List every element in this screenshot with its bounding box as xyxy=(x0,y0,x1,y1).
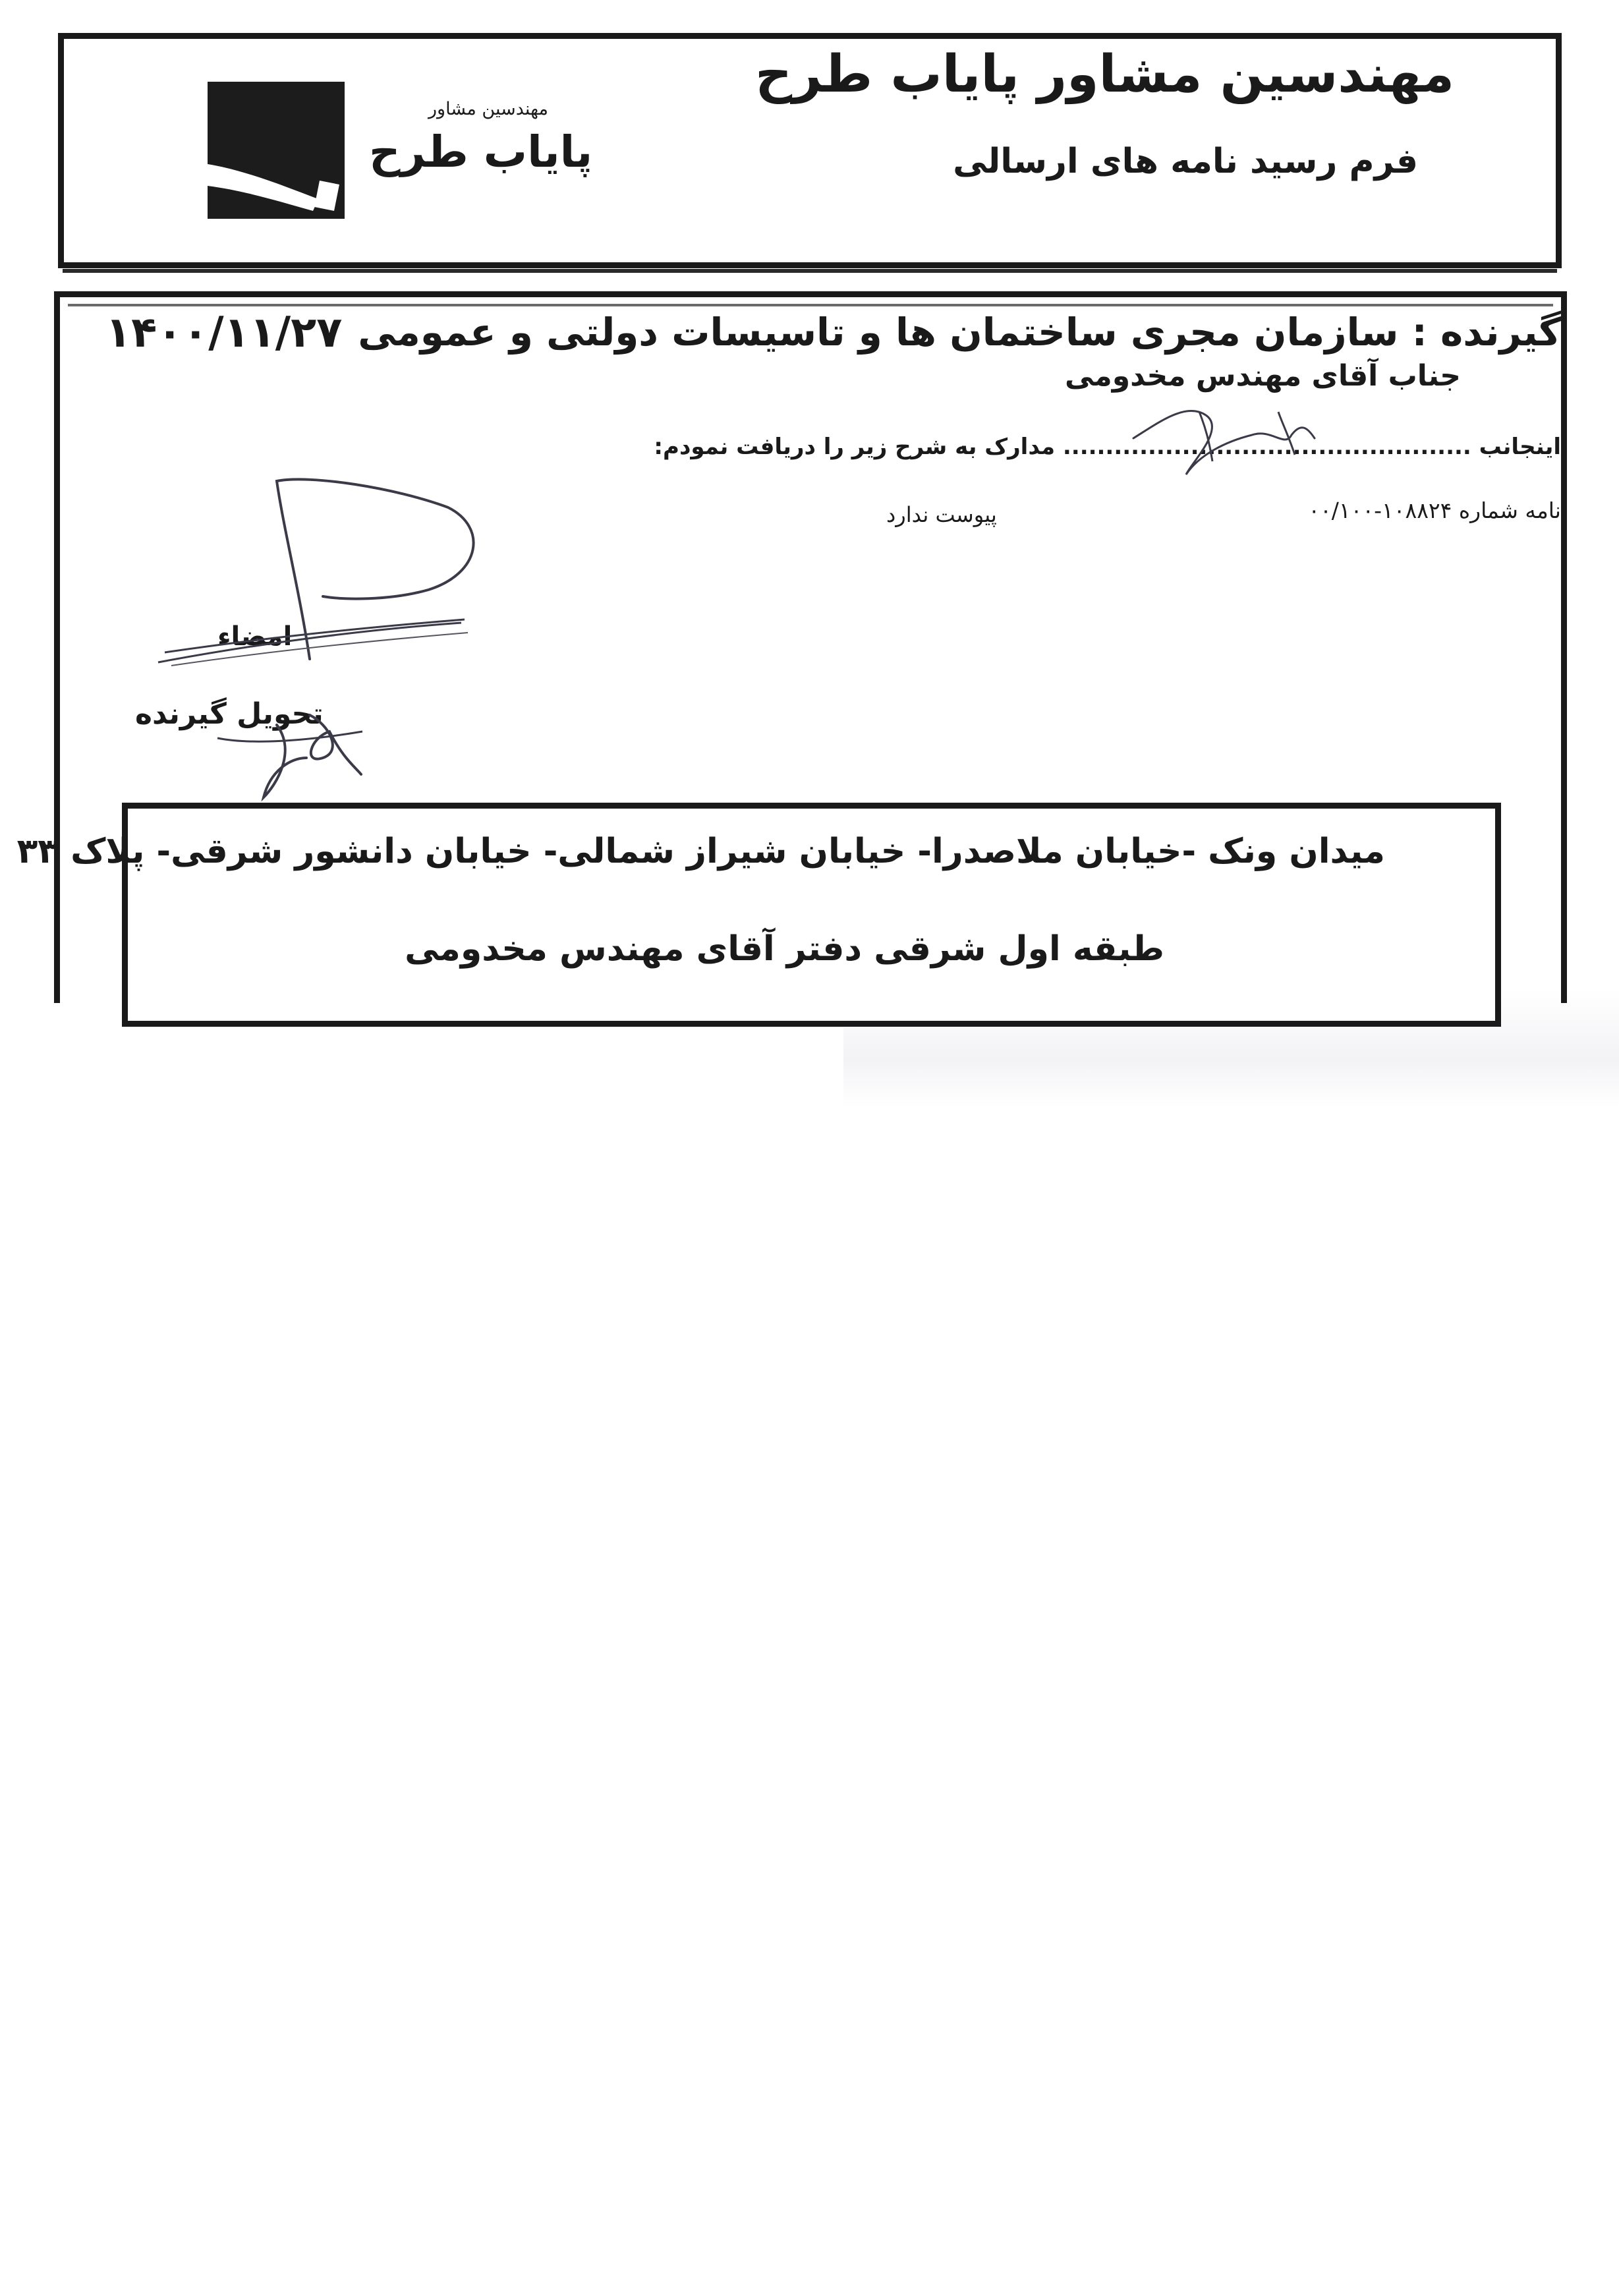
recipient-line: گیرنده : سازمان مجری ساختمان ها و تاسیسات دولتی و عمومی xyxy=(358,310,1561,355)
address-line-1: میدان ونک -خیابان ملاصدرا- خیابان شیراز شمالی- خیابان دانشور شرقی- پلاک ۳۳ xyxy=(16,832,1385,871)
receiver-label: تحویل گیرنده xyxy=(135,697,324,731)
signature-main xyxy=(277,479,474,659)
logo-brand-text: پایاب طرح xyxy=(369,127,593,177)
signature-receiver xyxy=(310,715,361,774)
form-title: فرم رسید نامه های ارسالی xyxy=(953,142,1418,181)
addressee-line: جناب آقای مهندس مخدومی xyxy=(1065,359,1461,393)
company-title: مهندسین مشاور پایاب طرح xyxy=(755,45,1454,104)
attachment-note: پیوست ندارد xyxy=(886,502,997,527)
receipt-date: ۱۴۰۰/۱۱/۲۷ xyxy=(105,308,343,357)
receipt-statement: اینجانب ................................................ مدارک به شرح زیر را دریافت نمودم: xyxy=(654,434,1561,460)
signature-label: امضاء xyxy=(217,621,293,652)
letter-number: نامه شماره ۱۰۸۸۲۴-۰۰/۱۰۰ xyxy=(1308,498,1561,523)
signature-small xyxy=(1133,411,1315,474)
handwritten-signatures xyxy=(0,0,1619,857)
address-line-2: طبقه اول شرقی دفتر آقای مهندس مخدومی xyxy=(405,929,1164,969)
logo-small-text: مهندسین مشاور xyxy=(428,99,548,119)
